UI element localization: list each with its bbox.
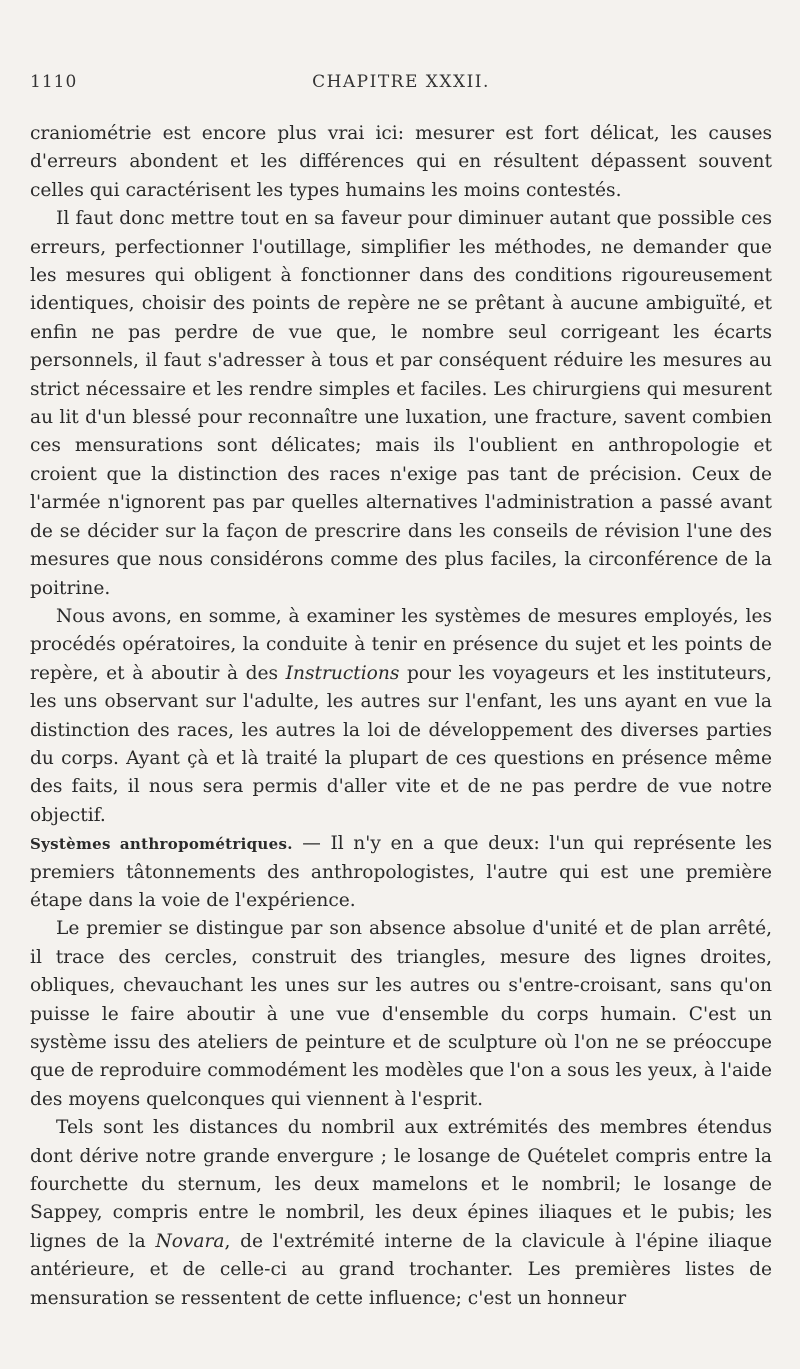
chapter-title: CHAPITRE XXXII.: [312, 72, 490, 92]
paragraph-2: Il faut donc mettre tout en sa faveur pour diminuer autant que possible ces erreurs, perfectionner l'outillage, simplifier les méthodes, ne demander que les mesures qui obligent à fonctionner dans des conditions rigoureusement identiques, choisir des points de repère ne se prêtant à aucune ambiguïté, et enfin ne pas perdre de vue que, le nombre seul corrigeant les écarts personnels, il faut s'adresser à tous et par conséquent réduire les mesures au strict nécessaire et les rendre simples et faciles. Les chirurgiens qui mesurent au lit d'un blessé pour reconnaître une luxation, une fracture, savent combien ces mensurations sont délicates; mais ils l'oublient en anthropologie et croient que la distinction des races n'exige pas tant de précision. Ceux de l'armée n'ignorent pas par quelles alternatives l'administration a passé avant de se décider sur la façon de prescrire dans les conseils de révision l'une des mesures que nous considérons comme des plus faciles, la circonférence de la poitrine.: [30, 208, 772, 599]
paragraph-6: [30, 1114, 772, 1313]
body-text: [30, 120, 772, 1313]
paragraph-4-text: — Il n'y en a que deux: l'un qui représente les premiers tâtonnements des anthropologistes, l'autre qui est une première étape dans la voie de l'expérience.: [30, 833, 773, 911]
running-head: [30, 72, 772, 102]
page-number: 1110: [30, 72, 78, 92]
section-heading: Systèmes anthropométriques.: [30, 835, 293, 854]
paragraph-1: craniométrie est encore plus vrai ici: mesurer est fort délicat, les causes d'erreurs abondent et les différences qui en résultent dépassent souvent celles qui caractérisent les types humains les moins contestés.: [30, 123, 772, 201]
paragraph-3-text-b: pour les voyageurs et les instituteurs, les uns observant sur l'adulte, les autres sur l'enfant, les uns ayant en vue la distinction des races, les autres la loi de développement des diverses parties du corps. Ayant çà et là traité la plupart de ces questions en présence même des faits, il nous sera permis d'aller vite et de ne pas perdre de vue notre objectif.: [30, 662, 773, 826]
paragraph-3-text-a: Nous avons, en somme, à examiner les systèmes de mesures employés, les procédés opératoires, la conduite à tenir en présence du sujet et les points de repère, et à aboutir à des: [30, 605, 772, 684]
paragraph-6-italic: Novara: [155, 1230, 225, 1252]
paragraph-3-italic: Instructions: [285, 662, 400, 684]
paragraph-6-text-a: Tels sont les distances du nombril aux extrémités des membres étendus dont dérive notre grande envergure ; le losange de Quételet compris entre la fourchette du sternum, les deux mamelons et le nombril; le losange de Sappey, compris entre le nombril, les deux épines iliaques et le pubis; les lignes de la: [30, 1117, 772, 1252]
paragraph-5: Le premier se distingue par son absence absolue d'unité et de plan arrêté, il trace des cercles, construit des triangles, mesure des lignes droites, obliques, chevauchant les unes sur les autres ou s'entre-croisant, sans qu'on puisse le faire aboutir à une vue d'ensemble du corps humain. C'est un système issu des ateliers de peinture et de sculpture où l'on ne se préoccupe que de reproduire commodément les modèles que l'on a sous les yeux, à l'aide des moyens quelconques qui viennent à l'esprit.: [30, 918, 772, 1110]
paragraph-6-text-b: , de l'extrémité interne de la clavicule à l'épine iliaque antérieure, et de celle-ci au grand trochanter. Les premières listes de mensuration se ressentent de cette influence; c'est un honneur: [30, 1230, 772, 1309]
paragraph-3: [30, 603, 772, 830]
paragraph-4: [30, 830, 772, 915]
book-page: [30, 72, 772, 1313]
